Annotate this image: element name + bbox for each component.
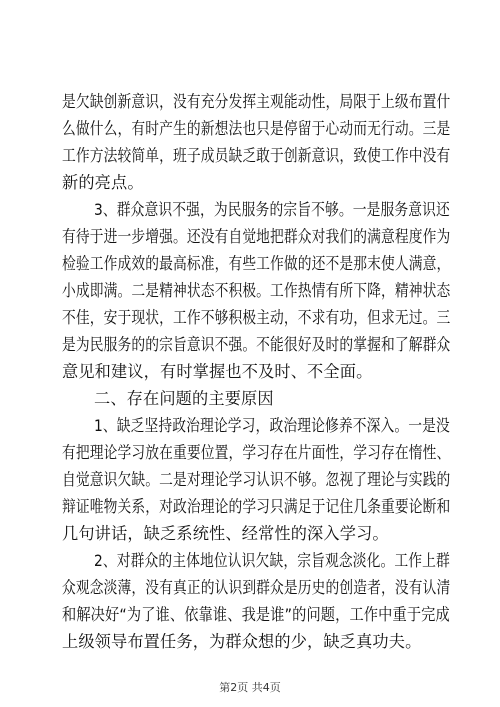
text-line: 有待于进一步增强。还没有自觉地把群众对我们的满意程度作为 <box>62 227 451 246</box>
page-footer: 第2页 共4页 <box>219 681 281 694</box>
text-line: 检验工作成效的最高标准，有些工作做的还不是那末使人满意， <box>62 254 451 273</box>
text-line: 3、群众意识不强，为民服务的宗旨不够。一是服务意识还 <box>94 200 450 219</box>
text-line: 是欠缺创新意识，没有充分发挥主观能动性，局限于上级布置什 <box>62 92 451 111</box>
text-line: 不佳，安于现状，工作不够积极主动，不求有功，但求无过。三 <box>62 308 451 327</box>
text-line: 1、缺乏坚持政治理论学习，政治理论修养不深入。一是没 <box>94 416 450 435</box>
text-line: 众观念淡薄，没有真正的认识到群众是历史的创造者，没有认清 <box>62 578 451 597</box>
text-line: 和解决好“为了谁、依靠谁、我是谁”的问题，工作中重于完成 <box>62 605 450 624</box>
text-line: 是为民服务的的宗旨意识不强。不能很好及时的掌握和了解群众 <box>62 335 451 354</box>
section-heading: 二、存在问题的主要原因 <box>94 389 274 408</box>
text-line: 辩证唯物关系，对政治理论的学习只满足于记住几条重要论断和 <box>62 497 451 516</box>
text-line: 有把理论学习放在重要位置，学习存在片面性，学习存在惰性、 <box>62 443 451 462</box>
text-line: 几句讲话，缺乏系统性、经常性的深入学习。 <box>62 524 389 543</box>
text-line: 2、对群众的主体地位认识欠缺，宗旨观念淡化。工作上群 <box>94 551 450 570</box>
text-line: 么做什么，有时产生的新想法也只是停留于心动而无行动。三是 <box>62 119 451 138</box>
text-line: 意见和建议，有时掌握也不及时、不全面。 <box>62 362 373 381</box>
text-line: 自觉意识欠缺。二是对理论学习认识不够。忽视了理论与实践的 <box>62 470 451 489</box>
text-line: 工作方法较简单，班子成员缺乏敢于创新意识，致使工作中没有 <box>62 146 451 165</box>
text-line: 新的亮点。 <box>62 173 144 192</box>
text-line: 小成即满。二是精神状态不积极。工作热情有所下降，精神状态 <box>62 281 451 300</box>
text-line: 上级领导布置任务，为群众想的少，缺乏真功夫。 <box>62 632 422 651</box>
